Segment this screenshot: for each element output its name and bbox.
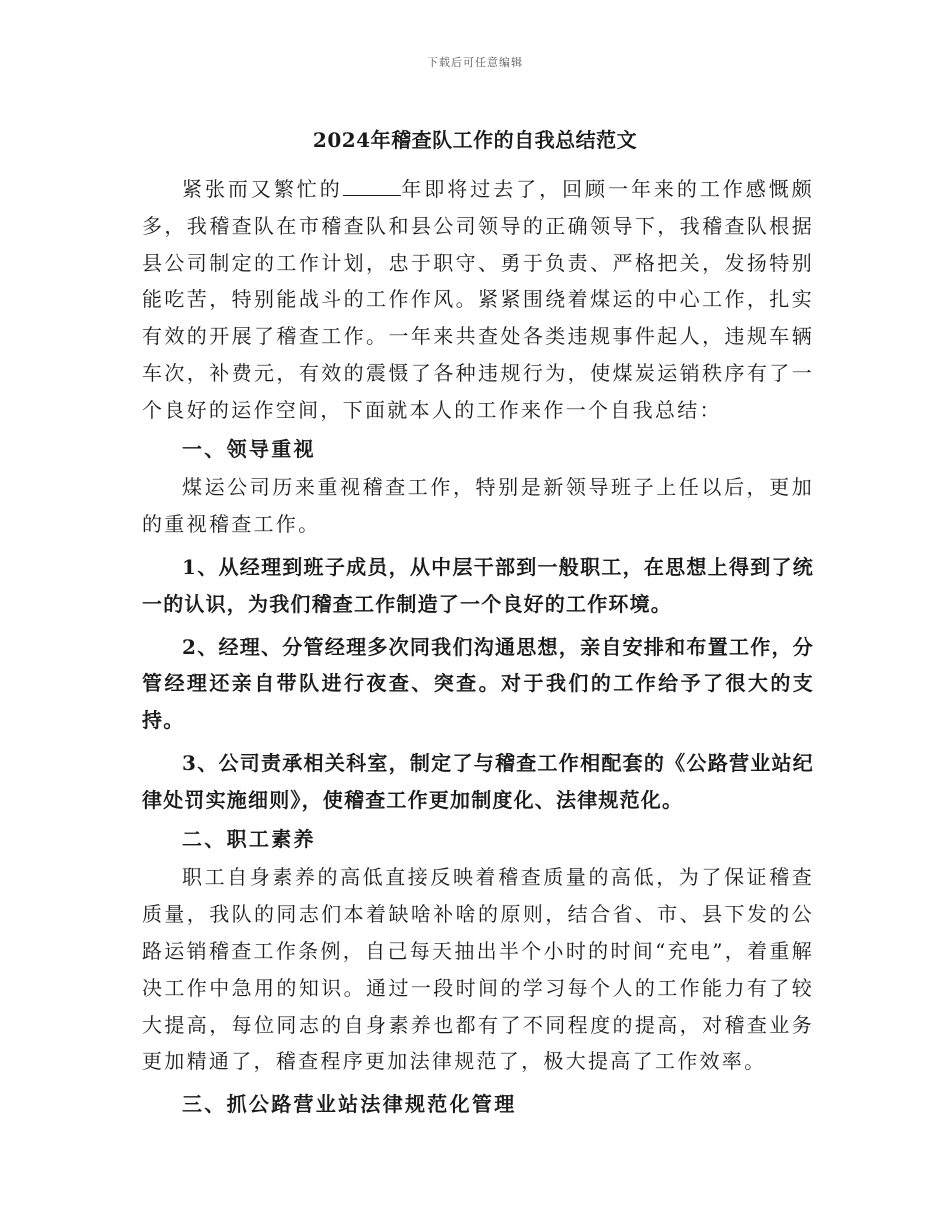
section-3-heading: 三、抓公路营业站法律规范化管理 <box>182 1092 517 1117</box>
section-1-item-1: 1、从经理到班子成员，从中层干部到一般职工，在思想上得到了统一的认识，为我们稽查工作制造了一个良好的工作环境。 <box>142 554 814 616</box>
section-1-item-3: 3、公司责承相关科室，制定了与稽查工作相配套的《公路营业站纪律处罚实施细则》，使稽查工作更加制度化、法律规范化。 <box>142 750 814 812</box>
section-1-item-2: 2、经理、分管经理多次同我们沟通思想，亲自安排和布置工作，分管经理还亲自带队进行夜查、突查。对于我们的工作给予了很大的支持。 <box>142 634 814 733</box>
section-2-heading: 二、职工素养 <box>182 826 316 851</box>
header-note: 下载后可任意编辑 <box>427 56 523 69</box>
fill-in-blank <box>343 177 401 196</box>
intro-text-start: 紧张而又繁忙的 <box>182 177 343 201</box>
document-body <box>142 171 814 1123</box>
document-title: 2024年稽查队工作的自我总结范文 <box>312 128 638 152</box>
section-2-paragraph: 职工自身素养的高低直接反映着稽查质量的高低，为了保证稽查质量，我队的同志们本着缺啥补啥的原则，结合省、市、县下发的公路运销稽查工作条例，自己每天抽出半个小时的时间“充电”，着重解决工作中急用的知识。通过一段时间的学习每个人的工作能力有了较大提高，每位同志的自身素养也都有了不同程度的提高，对稽查业务更加精通了，稽查程序更加法律规范了，极大提高了工作效率。 <box>142 865 814 1074</box>
intro-paragraph <box>142 171 814 429</box>
section-1-paragraph: 煤运公司历来重视稽查工作，特别是新领导班子上任以后，更加的重视稽查工作。 <box>142 475 814 537</box>
section-1-heading: 一、领导重视 <box>182 436 316 461</box>
intro-text-rest: 年即将过去了，回顾一年来的工作感慨颇多，我稽查队在市稽查队和县公司领导的正确领导下，我稽查队根据县公司制定的工作计划，忠于职守、勇于负责、严格把关，发扬特别能吃苦，特别能战斗的工作作风。紧紧围绕着煤运的中心工作，扎实有效的开展了稽查工作。一年来共查处各类违规事件起人，违规车辆车次，补费元，有效的震慑了各种违规行为，使煤炭运销秩序有了一个良好的运作空间，下面就本人的工作来作一个自我总结： <box>142 177 814 422</box>
